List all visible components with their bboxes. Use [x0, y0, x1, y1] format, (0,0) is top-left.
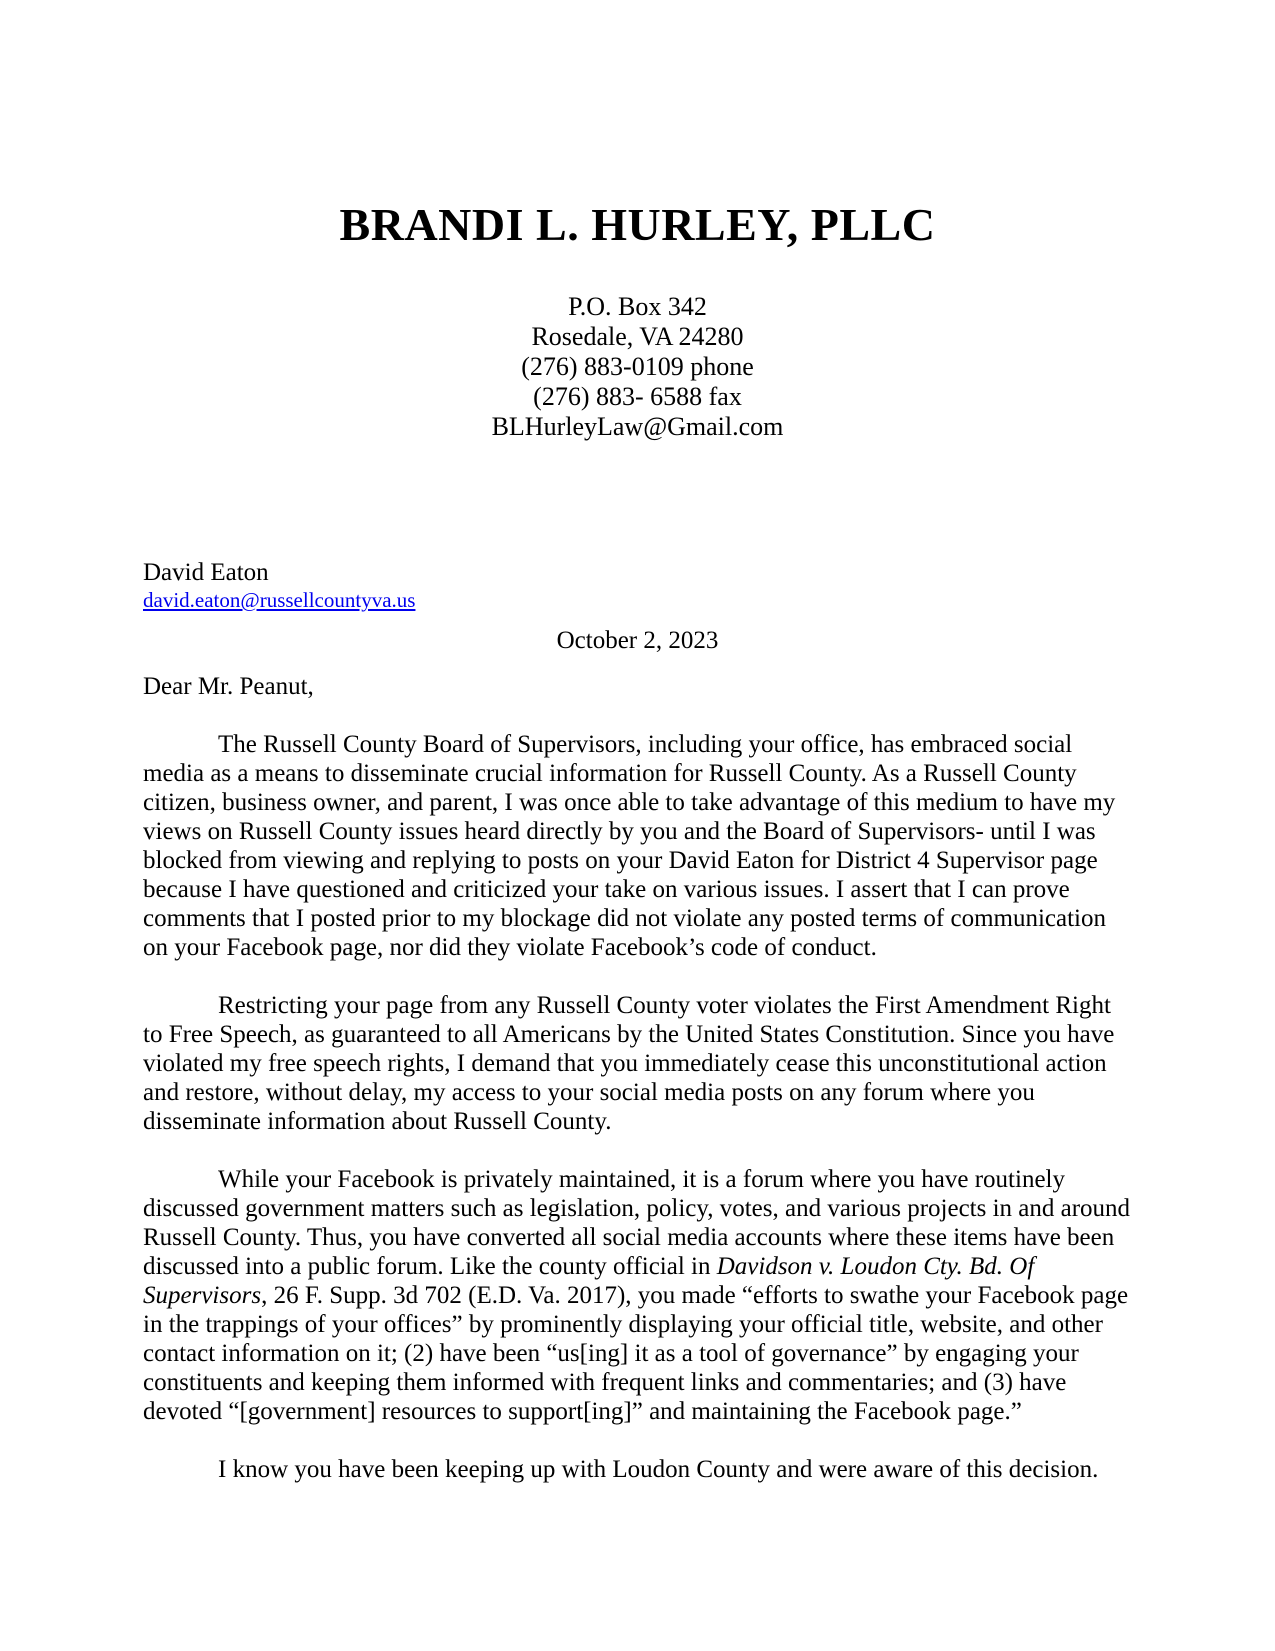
body-paragraph	[143, 730, 1135, 962]
text-segment: Restricting your page from any Russell County voter violates the First Amendment Right to Free Speech, as guaranteed to all Americans by the United States Constitution. Since you have violated my free speech rights, I demand that you immediately cease this unconstitutional action and restore, without delay, my access to your social media posts on any forum where you disseminate information about Russell County.	[143, 992, 1115, 1135]
text-segment: I know you have been keeping up with Loudon County and were aware of this decision.	[218, 1456, 1099, 1483]
letterhead-phone-line: (276) 883-0109 phone	[521, 352, 754, 381]
recipient-email-link[interactable]: david.eaton@russellcountyva.us	[143, 588, 416, 612]
recipient-block	[143, 558, 415, 613]
letter-body	[143, 672, 1135, 1513]
body-paragraph	[143, 1455, 1135, 1484]
body-paragraph	[143, 991, 1135, 1136]
body-paragraph	[143, 1165, 1135, 1426]
letter-date: October 2, 2023	[556, 627, 719, 654]
letterhead-firm-name: BRANDI L. HURLEY, PLLC	[339, 199, 936, 250]
letterhead-address-line: P.O. Box 342	[568, 292, 707, 321]
case-citation-italic: Davidson v. Loudon Cty. Bd. Of Supervisors	[143, 1253, 1035, 1309]
recipient-name: David Eaton	[143, 559, 269, 586]
letterhead-fax-line: (276) 883- 6588 fax	[533, 382, 742, 411]
salutation: Dear Mr. Peanut,	[143, 673, 314, 700]
text-segment: While your Facebook is privately maintained, it is a forum where you have routinely discussed government matters such as legislation, policy, votes, and various projects in and around Russell County. Thus, you have converted all social media accounts where these items have been discussed into a public forum. Like the county official in	[143, 1166, 1131, 1280]
text-segment: , 26 F. Supp. 3d 702 (E.D. Va. 2017), you made “efforts to swathe your Facebook page in the trappings of your offices” by prominently displaying your official title, website, and other contact information on it; (2) have been “us[ing] it as a tool of governance” by engaging your constituents and keeping them informed with frequent links and commentaries; and (3) have devoted “[government] resources to support[ing]” and maintaining the Facebook page.”	[143, 1282, 1129, 1425]
letterhead-address-line: Rosedale, VA 24280	[531, 322, 744, 351]
text-segment: The Russell County Board of Supervisors, including your office, has embraced social media as a means to disseminate crucial information for Russell County. As a Russell County citizen, business owner, and parent, I was once able to take advantage of this medium to have my views on Russell County issues heard directly by you and the Board of Supervisors- until I was blocked from viewing and replying to posts on your David Eaton for District 4 Supervisor page because I have questioned and criticized your take on various issues. I assert that I can prove comments that I posted prior to my blockage did not violate any posted terms of communication on your Facebook page, nor did they violate Facebook’s code of conduct.	[143, 731, 1116, 961]
letterhead-email-line: BLHurleyLaw@Gmail.com	[491, 412, 784, 441]
letterhead-address-block	[0, 292, 1275, 442]
